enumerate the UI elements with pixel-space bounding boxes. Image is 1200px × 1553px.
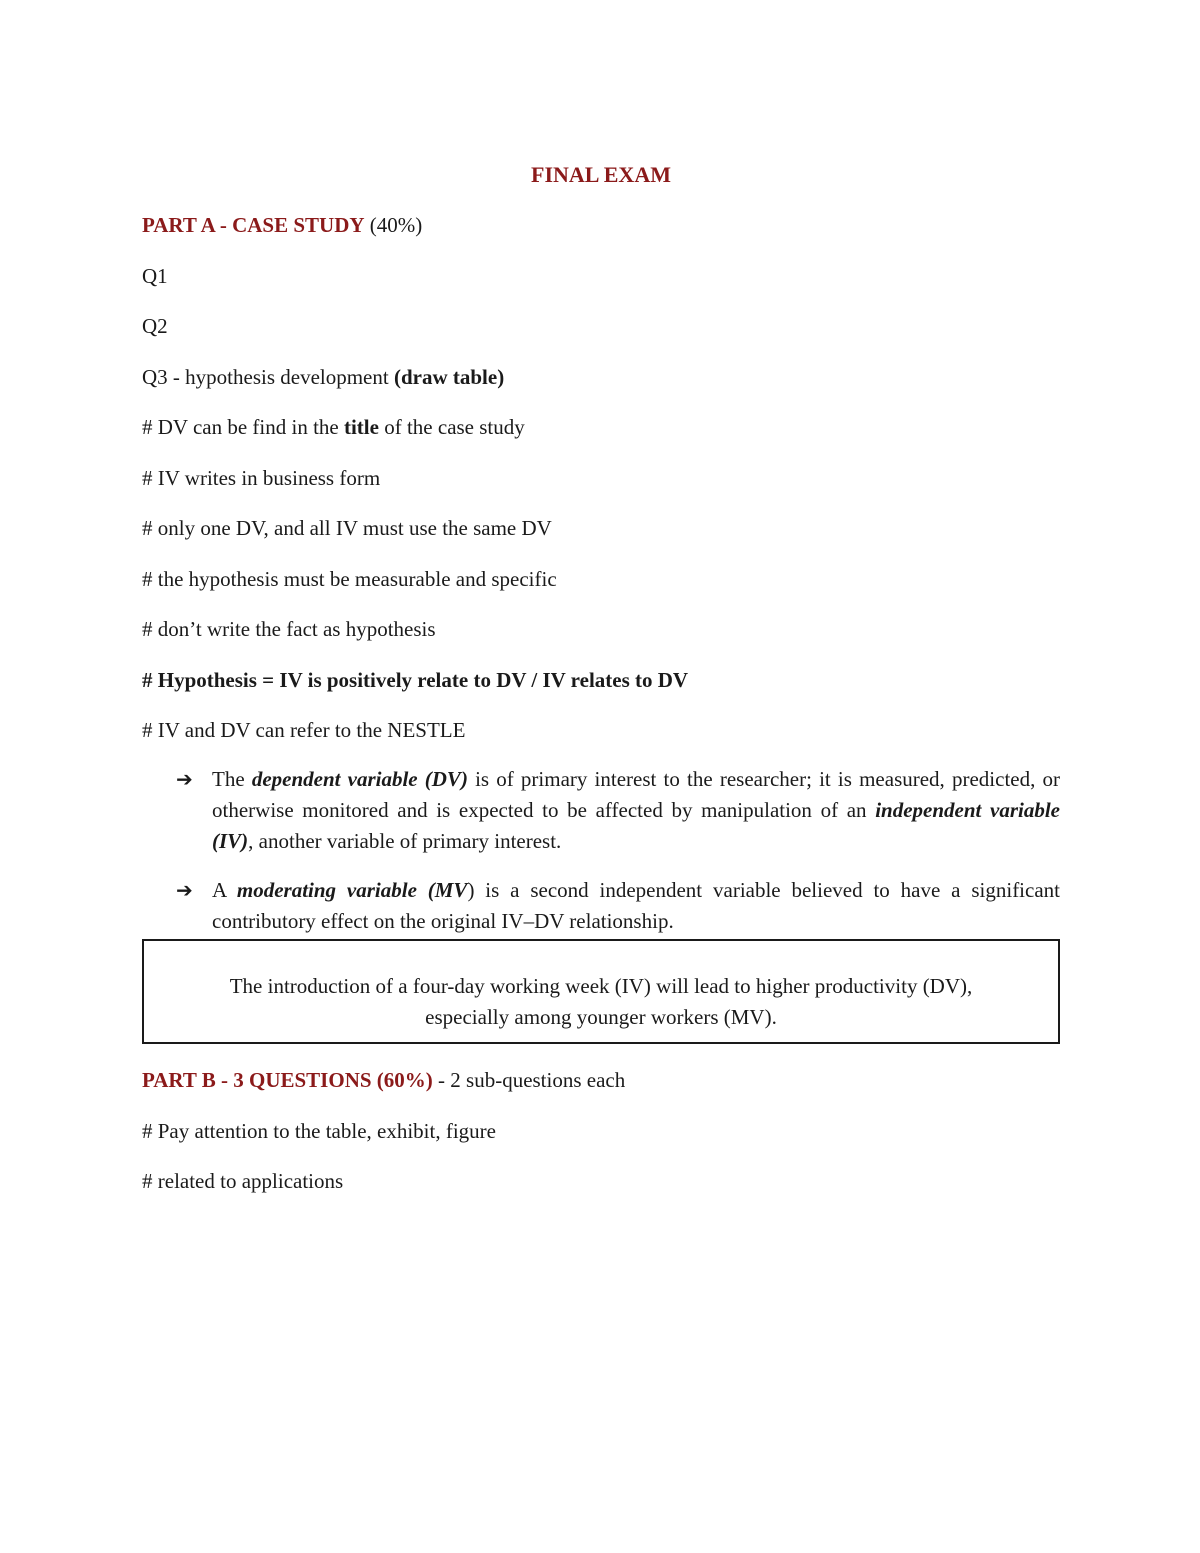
- note-hypothesis-formula: # Hypothesis = IV is positively relate to DV / IV relates to DV: [142, 667, 689, 692]
- bullet-iv-term: independent variable (IV): [212, 798, 1060, 853]
- bullet-dv-term: dependent variable (DV): [251, 767, 468, 791]
- note-no-fact: # don’t write the fact as hypothesis: [142, 617, 436, 641]
- note-dv-title-after: of the case study: [378, 415, 525, 439]
- bullet-mv-definition: [142, 875, 1060, 937]
- note-iv-business: # IV writes in business form: [142, 465, 381, 490]
- arrow-icon: ➔: [176, 767, 193, 791]
- bullet-mv-text-2: ) is a second independent variable believed to have a significant contributory effect on the original IV–DV relationship.: [212, 878, 1060, 933]
- note-dv-title: [142, 407, 1060, 447]
- note-nestle: # IV and DV can refer to the NESTLE: [142, 718, 466, 742]
- question-1: Q1: [142, 263, 168, 288]
- arrow-icon: ➔: [176, 878, 193, 902]
- part-b-heading: PART B - 3 QUESTIONS (60%): [142, 1068, 433, 1092]
- bullet-mv-term: moderating variable (MV: [236, 878, 468, 902]
- bullet-dv-text-1: The: [212, 767, 252, 791]
- part-b-note-attention: # Pay attention to the table, exhibit, figure: [142, 1118, 496, 1143]
- part-a-weight: (40%): [369, 213, 423, 237]
- page-title: FINAL EXAM: [531, 162, 671, 187]
- example-line-1: The introduction of a four-day working week (IV) will lead to higher productivity (DV),: [229, 974, 973, 998]
- bullet-dv-definition: [142, 764, 1060, 857]
- question-3-bold: (draw table): [393, 364, 505, 389]
- bullet-mv-text-1: A: [212, 878, 237, 902]
- note-one-dv: # only one DV, and all IV must use the same DV: [142, 516, 552, 540]
- example-hypothesis-box: [142, 939, 1060, 1044]
- part-a-heading-line: [142, 205, 1060, 245]
- note-dv-title-before: # DV can be find in the: [142, 415, 344, 439]
- part-b-heading-line: [142, 1060, 1060, 1100]
- part-b-note-applications: # related to applications: [142, 1169, 344, 1193]
- bullet-dv-text-3: , another variable of primary interest.: [248, 829, 562, 853]
- question-2: Q2: [142, 314, 168, 338]
- question-3: [142, 357, 1060, 397]
- question-3-text: Q3 - hypothesis development: [142, 364, 394, 389]
- part-b-suffix: - 2 sub-questions each: [432, 1068, 626, 1092]
- document-page: [142, 155, 1060, 1212]
- example-line-2: especially among younger workers (MV).: [425, 1005, 777, 1029]
- note-measurable: # the hypothesis must be measurable and specific: [142, 566, 557, 591]
- part-a-heading: PART A - CASE STUDY: [142, 213, 365, 237]
- note-dv-title-bold: title: [343, 415, 379, 439]
- bullet-dv-text-2: is of primary interest to the researcher; it is measured, predicted, or otherwise monitored and is expected to be affected by manipulation of an: [212, 767, 1060, 822]
